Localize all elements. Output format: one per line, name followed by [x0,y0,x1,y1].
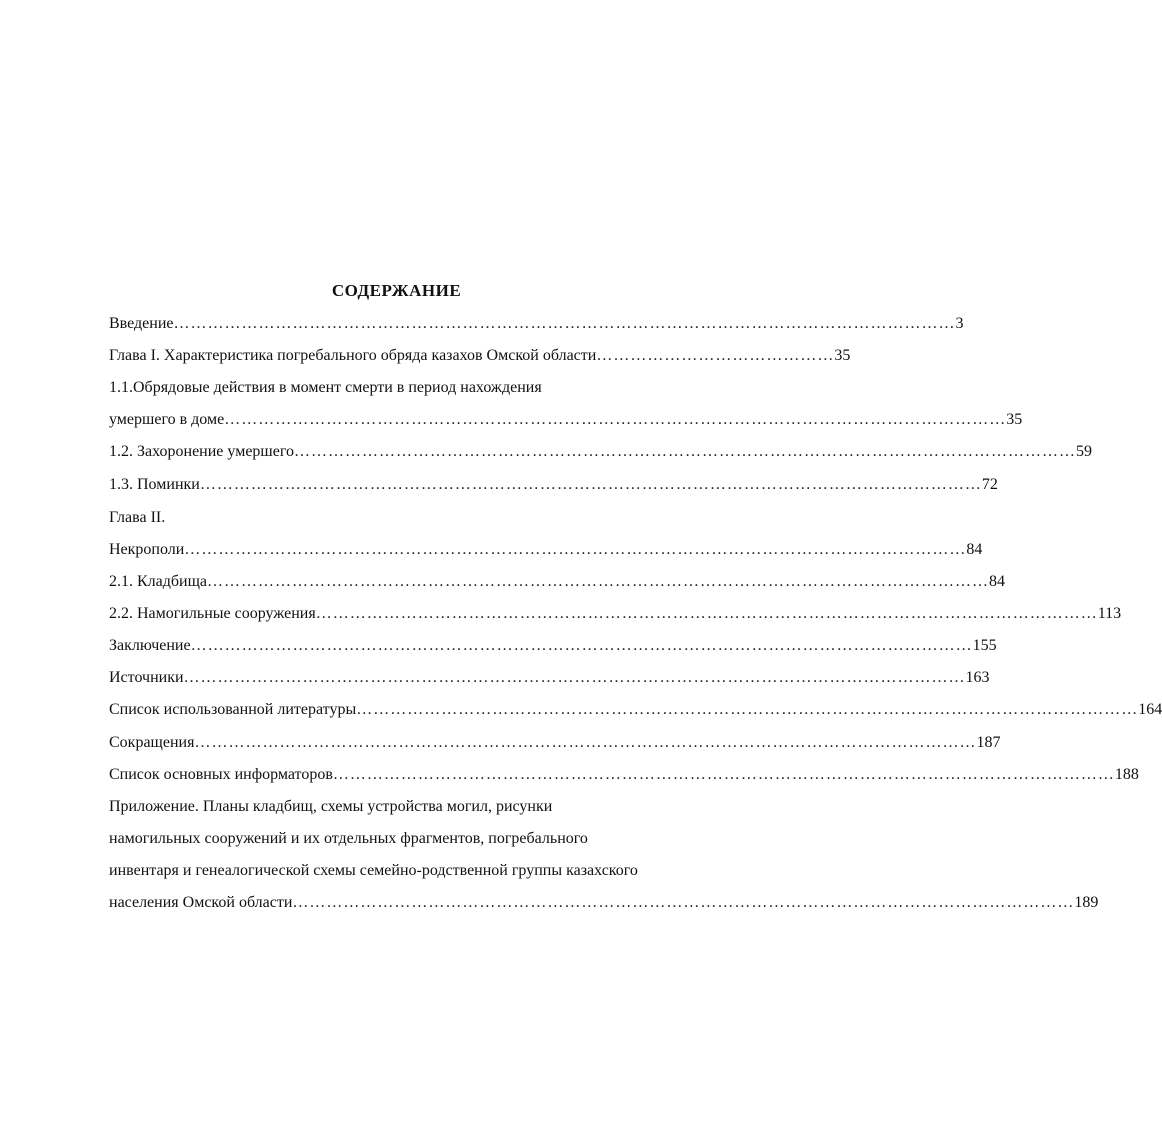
page-title: СОДЕРЖАНИЕ [331,281,462,300]
toc-entry-1-1-line1: 1.1.Обрядовые действия в момент смерти в период нахождения [109,379,542,396]
dot-leader: ………………………………………………………………………………………………………………………… [315,605,1098,622]
toc-entry-appendix-line1: Приложение. Планы кладбищ, схемы устройства могил, рисунки [109,798,553,815]
toc-entry-2-2 [109,604,1122,624]
toc-entry-sources [109,668,990,688]
toc-page-number: 84 [989,573,1006,590]
dot-leader: ………………………………………………………………………………………………………………………… [194,734,977,751]
toc-page-number: 3 [955,315,964,332]
toc-page-number: 188 [1114,766,1139,783]
toc-entry-label: Глава I. Характеристика погребального обряда казахов Омской области [109,347,597,364]
toc-entry-label: умершего в доме [109,411,225,428]
toc-entry-chapter-2-heading: Глава II. [109,509,166,526]
toc-page-number: 189 [1074,894,1099,911]
toc-page-number: 187 [976,734,1001,751]
toc-entry-conclusion [109,636,997,656]
toc-entry-label: Сокращения [109,734,195,751]
toc-entry-bibliography [109,700,1162,720]
toc-entry-1-3 [109,475,998,495]
dot-leader: …………………………………… [596,347,835,364]
dot-leader: ………………………………………………………………………………………………………………………… [292,894,1075,911]
toc-page-number: 35 [1006,411,1023,428]
toc-page-number: 113 [1097,605,1122,622]
dot-leader: ………………………………………………………………………………………………………………………… [184,541,967,558]
dot-leader: ………………………………………………………………………………………………………………………… [356,701,1139,718]
toc-entry-label: Некрополи [109,541,185,558]
toc-entry-label: 1.3. Поминки [109,476,200,493]
toc-entry-1-2 [109,442,1092,462]
toc-page-number: 155 [972,637,997,654]
toc-entry-label: Список использованной литературы [109,701,357,718]
toc-entry-appendix [109,893,1099,913]
toc-entry-appendix-line2: намогильных сооружений и их отдельных фрагментов, погребального [109,830,588,847]
dot-leader: ………………………………………………………………………………………………………………………… [199,476,982,493]
dot-leader: ………………………………………………………………………………………………………………………… [332,766,1115,783]
toc-entry-label: 2.2. Намогильные сооружения [109,605,316,622]
toc-entry-chapter-2 [109,540,983,560]
toc-entry-2-1 [109,572,1006,592]
dot-leader: ………………………………………………………………………………………………………………………… [207,573,990,590]
toc-page-number: 164 [1138,701,1162,718]
toc-entry-label: Список основных информаторов [109,766,333,783]
toc-page-number: 84 [966,541,983,558]
toc-entry-introduction [109,314,964,334]
dot-leader: ………………………………………………………………………………………………………………………… [294,443,1076,460]
toc-page-number: 35 [834,347,851,364]
dot-leader: ………………………………………………………………………………………………………………………… [224,411,1007,428]
toc-entry-label: Источники [109,669,184,686]
toc-page-number: 59 [1076,443,1092,460]
toc-entry-informants [109,765,1139,785]
dot-leader: ………………………………………………………………………………………………………………………… [173,315,956,332]
toc-entry-label: Заключение [109,637,191,654]
toc-entry-chapter-1 [109,346,851,366]
toc-entry-label: Введение [109,315,174,332]
toc-entry-label: населения Омской области [109,894,293,911]
toc-page-number: 72 [981,476,998,493]
toc-page-number: 163 [965,669,990,686]
toc-entry-appendix-line3: инвентаря и генеалогической схемы семейно-родственной группы казахского [109,862,638,879]
toc-entry-label: 1.2. Захоронение умершего [109,443,294,460]
toc-entry-label: 2.1. Кладбища [109,573,208,590]
dot-leader: ………………………………………………………………………………………………………………………… [183,669,966,686]
dot-leader: ………………………………………………………………………………………………………………………… [190,637,973,654]
toc-entry-1-1 [109,410,1023,430]
toc-entry-abbreviations [109,733,1001,753]
